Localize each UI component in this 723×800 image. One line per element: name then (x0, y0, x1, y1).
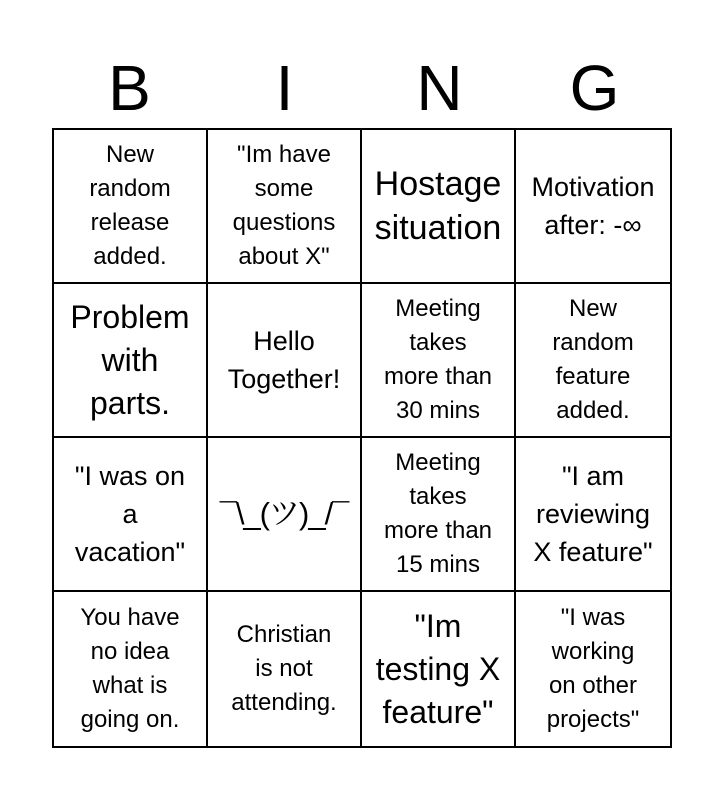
bingo-cell-r1-c1[interactable] (54, 130, 208, 284)
cell-label: You have no idea what is going on. (80, 604, 180, 733)
bingo-header (52, 50, 672, 126)
cell-label: ¯\_(ツ)_/¯ (219, 496, 349, 531)
header-letter-g: G (569, 52, 620, 124)
cell-label: Problem with parts. (70, 298, 190, 421)
bingo-cell-r2-c1[interactable] (54, 284, 208, 438)
cell-label: Motivation after: -∞ (531, 172, 655, 240)
cell-label: New random release added. (89, 141, 171, 270)
bingo-cell-r3-c1[interactable] (54, 438, 208, 592)
bingo-cell-r2-c2[interactable] (208, 284, 362, 438)
cell-label: Meeting takes more than 15 mins (383, 449, 493, 578)
header-letter-n: N (416, 52, 463, 124)
bingo-cell-r3-c4[interactable] (516, 438, 670, 592)
cell-label: Hello Together! (227, 326, 341, 394)
bingo-cell-r4-c4[interactable] (516, 592, 670, 746)
cell-label: New random feature added. (552, 295, 634, 424)
bingo-cell-r4-c2[interactable] (208, 592, 362, 746)
bingo-cell-r1-c3[interactable] (362, 130, 516, 284)
bingo-cell-r4-c1[interactable] (54, 592, 208, 746)
header-letter-b: B (108, 52, 151, 124)
bingo-cell-r2-c3[interactable] (362, 284, 516, 438)
cell-label: "I was on a vacation" (74, 461, 186, 567)
bingo-cell-r1-c2[interactable] (208, 130, 362, 284)
cell-label: "Im have some questions about X" (232, 141, 336, 270)
cell-label: Meeting takes more than 30 mins (383, 295, 493, 424)
cell-label: Hostage situation (374, 165, 502, 247)
cell-label: "Im testing X feature" (375, 607, 501, 730)
bingo-cell-r1-c4[interactable] (516, 130, 670, 284)
cell-label: "I am reviewing X feature" (533, 461, 653, 567)
cell-label: "I was working on other projects" (546, 604, 640, 733)
bingo-cell-r2-c4[interactable] (516, 284, 670, 438)
bingo-cell-r3-c2[interactable] (208, 438, 362, 592)
header-letter-i: I (275, 52, 294, 124)
bingo-cell-r4-c3[interactable] (362, 592, 516, 746)
bingo-cell-r3-c3[interactable] (362, 438, 516, 592)
cell-label: Christian is not attending. (231, 621, 337, 716)
bingo-grid (52, 128, 672, 748)
